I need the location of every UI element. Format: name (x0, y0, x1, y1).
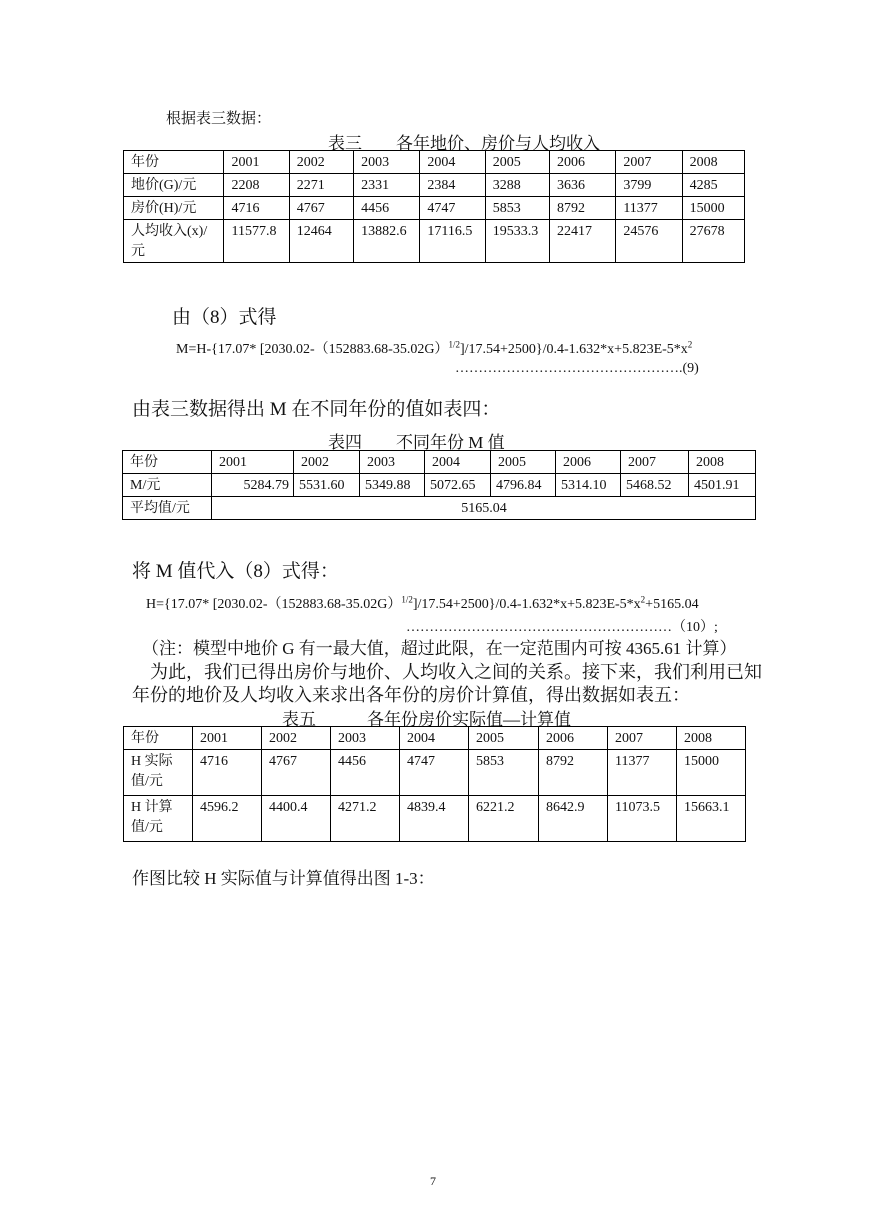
formula-9-part2: ]/17.54+2500}/0.4-1.632*x+5.823E-5*x (459, 342, 688, 357)
table-cell: 27678 (682, 220, 744, 263)
table-cell: 2005 (469, 727, 539, 750)
table-cell: 5853 (469, 750, 539, 796)
table-cell: 4456 (331, 750, 400, 796)
table-cell: 17116.5 (420, 220, 485, 263)
formula-10-part3: +5165.04 (645, 597, 699, 612)
para-m-values: 由表三数据得出 M 在不同年份的值如表四： (132, 399, 501, 420)
actual-label-line1: H 实际 (131, 754, 173, 769)
formula-9-exp2: 2 (687, 339, 693, 350)
table-cell: 15663.1 (677, 796, 746, 842)
table-cell: 2001 (212, 451, 294, 474)
table-cell: 2005 (485, 151, 549, 174)
intro-text: 根据表三数据： (166, 111, 272, 127)
table-cell: 8792 (539, 750, 608, 796)
table-cell-average: 5165.04 (212, 497, 756, 520)
substitute-text: 将 M 值代入（8）式得： (132, 561, 339, 582)
table4 (122, 450, 756, 520)
table-cell: 2008 (682, 151, 744, 174)
table-cell: 19533.3 (485, 220, 549, 263)
table-cell: 11377 (616, 197, 682, 220)
calc-label-line2: 值/元 (131, 820, 163, 835)
table-cell: 年份 (124, 151, 224, 174)
table-cell: 2007 (621, 451, 689, 474)
table-cell: 2002 (262, 727, 331, 750)
table-cell: 2208 (224, 174, 289, 197)
calc-label-line1: H 计算 (131, 800, 173, 815)
table-cell: 平均值/元 (123, 497, 212, 520)
table-cell: 4271.2 (331, 796, 400, 842)
table-cell: 15000 (677, 750, 746, 796)
formula-10-exp1: 1/2 (401, 594, 413, 605)
table-cell: 5314.10 (556, 474, 621, 497)
table-cell: 2003 (331, 727, 400, 750)
table-cell: 2001 (224, 151, 289, 174)
table-cell: 12464 (289, 220, 353, 263)
table-cell: 4767 (262, 750, 331, 796)
table-cell: 5853 (485, 197, 549, 220)
table-cell: 地价(G)/元 (124, 174, 224, 197)
actual-label-line2: 值/元 (131, 774, 163, 789)
formula-9-leader: ………………………………………….(9) (455, 361, 699, 376)
table-cell: 4839.4 (400, 796, 469, 842)
formula-9-exp1: 1/2 (448, 339, 460, 350)
table-cell: 年份 (124, 727, 193, 750)
table-cell: 2271 (289, 174, 353, 197)
table-cell: 房价(H)/元 (124, 197, 224, 220)
table-cell: 4796.84 (491, 474, 556, 497)
table4-caption: 表四 不同年份 M 值 (328, 433, 505, 452)
table-cell: 8792 (550, 197, 616, 220)
table-cell: 3636 (550, 174, 616, 197)
table-cell: 2002 (294, 451, 360, 474)
table-cell: 2006 (539, 727, 608, 750)
table5-caption: 表五 各年份房价实际值—计算值 (282, 710, 571, 729)
table-row (124, 174, 745, 197)
table-cell: 2331 (354, 174, 420, 197)
table5 (123, 726, 746, 842)
table-cell: 22417 (550, 220, 616, 263)
table-cell: 2001 (193, 727, 262, 750)
table-cell: 4716 (224, 197, 289, 220)
table-cell: 2004 (400, 727, 469, 750)
table-row (124, 727, 746, 750)
table-cell: 2005 (491, 451, 556, 474)
table-cell: 4747 (420, 197, 485, 220)
table3 (123, 150, 745, 263)
formula-10-exp2: 2 (640, 594, 646, 605)
table-cell: 5531.60 (294, 474, 360, 497)
formula-9 (176, 338, 692, 358)
table-cell: 2004 (420, 151, 485, 174)
formula-9-part1: M=H-{17.07* [2030.02-（152883.68-35.02G） (176, 342, 449, 357)
table-cell: 24576 (616, 220, 682, 263)
paragraph-line1: 为此，我们已得出房价与地价、人均收入之间的关系。接下来，我们利用已知 (150, 662, 762, 682)
table-cell: 2384 (420, 174, 485, 197)
table-cell: 3799 (616, 174, 682, 197)
table-cell: 2008 (677, 727, 746, 750)
table-cell: 4456 (354, 197, 420, 220)
table-cell (124, 220, 224, 263)
table-cell: 5468.52 (621, 474, 689, 497)
table-row (123, 451, 756, 474)
table-cell: 4596.2 (193, 796, 262, 842)
table-cell: 2006 (556, 451, 621, 474)
table-cell: 11577.8 (224, 220, 289, 263)
figure-intro-text: 作图比较 H 实际值与计算值得出图 1-3： (132, 869, 435, 888)
table-row (124, 796, 746, 842)
table-cell: 4285 (682, 174, 744, 197)
table-cell: 2003 (354, 151, 420, 174)
formula-10 (146, 593, 699, 613)
table-row (124, 220, 745, 263)
table-row (123, 474, 756, 497)
table-cell: 2002 (289, 151, 353, 174)
table-cell: 15000 (682, 197, 744, 220)
table-cell: 4501.91 (689, 474, 756, 497)
income-label-line1: 人均收入(x)/ (131, 224, 208, 239)
income-label-line2: 元 (131, 244, 145, 259)
table-cell: 4767 (289, 197, 353, 220)
table-cell: 2007 (608, 727, 677, 750)
formula-10-leader: …………………………………………………（10）; (406, 620, 718, 635)
formula-10-part1: H={17.07* [2030.02-（152883.68-35.02G） (146, 597, 402, 612)
table-cell (124, 750, 193, 796)
table-cell: 4716 (193, 750, 262, 796)
table-cell: 4747 (400, 750, 469, 796)
formula-10-part2: ]/17.54+2500}/0.4-1.632*x+5.823E-5*x (412, 597, 641, 612)
table-cell: 2006 (550, 151, 616, 174)
from-eq8-text: 由（8）式得 (172, 307, 277, 328)
table-cell: 年份 (123, 451, 212, 474)
table-cell: 2007 (616, 151, 682, 174)
table-row (123, 497, 756, 520)
table-cell: 5284.79 (212, 474, 294, 497)
page-number: 7 (430, 1174, 436, 1188)
table-cell: 2008 (689, 451, 756, 474)
table-cell: 6221.2 (469, 796, 539, 842)
table-cell: 5349.88 (360, 474, 425, 497)
paragraph-line2: 年份的地价及人均收入来求出各年份的房价计算值，得出数据如表五： (132, 685, 690, 705)
table3-caption: 表三 各年地价、房价与人均收入 (328, 134, 600, 153)
table-cell: 5072.65 (425, 474, 491, 497)
table-cell: 3288 (485, 174, 549, 197)
table-cell: 11073.5 (608, 796, 677, 842)
table-cell: 4400.4 (262, 796, 331, 842)
table-cell: 13882.6 (354, 220, 420, 263)
table-cell: M/元 (123, 474, 212, 497)
table-row (124, 151, 745, 174)
table-cell: 8642.9 (539, 796, 608, 842)
table-row (124, 750, 746, 796)
table-cell (124, 796, 193, 842)
table-cell: 11377 (608, 750, 677, 796)
note-text: （注：模型中地价 G 有一最大值，超过此限，在一定范围内可按 4365.61 计算） (142, 639, 737, 658)
table-cell: 2003 (360, 451, 425, 474)
table-row (124, 197, 745, 220)
table-cell: 2004 (425, 451, 491, 474)
